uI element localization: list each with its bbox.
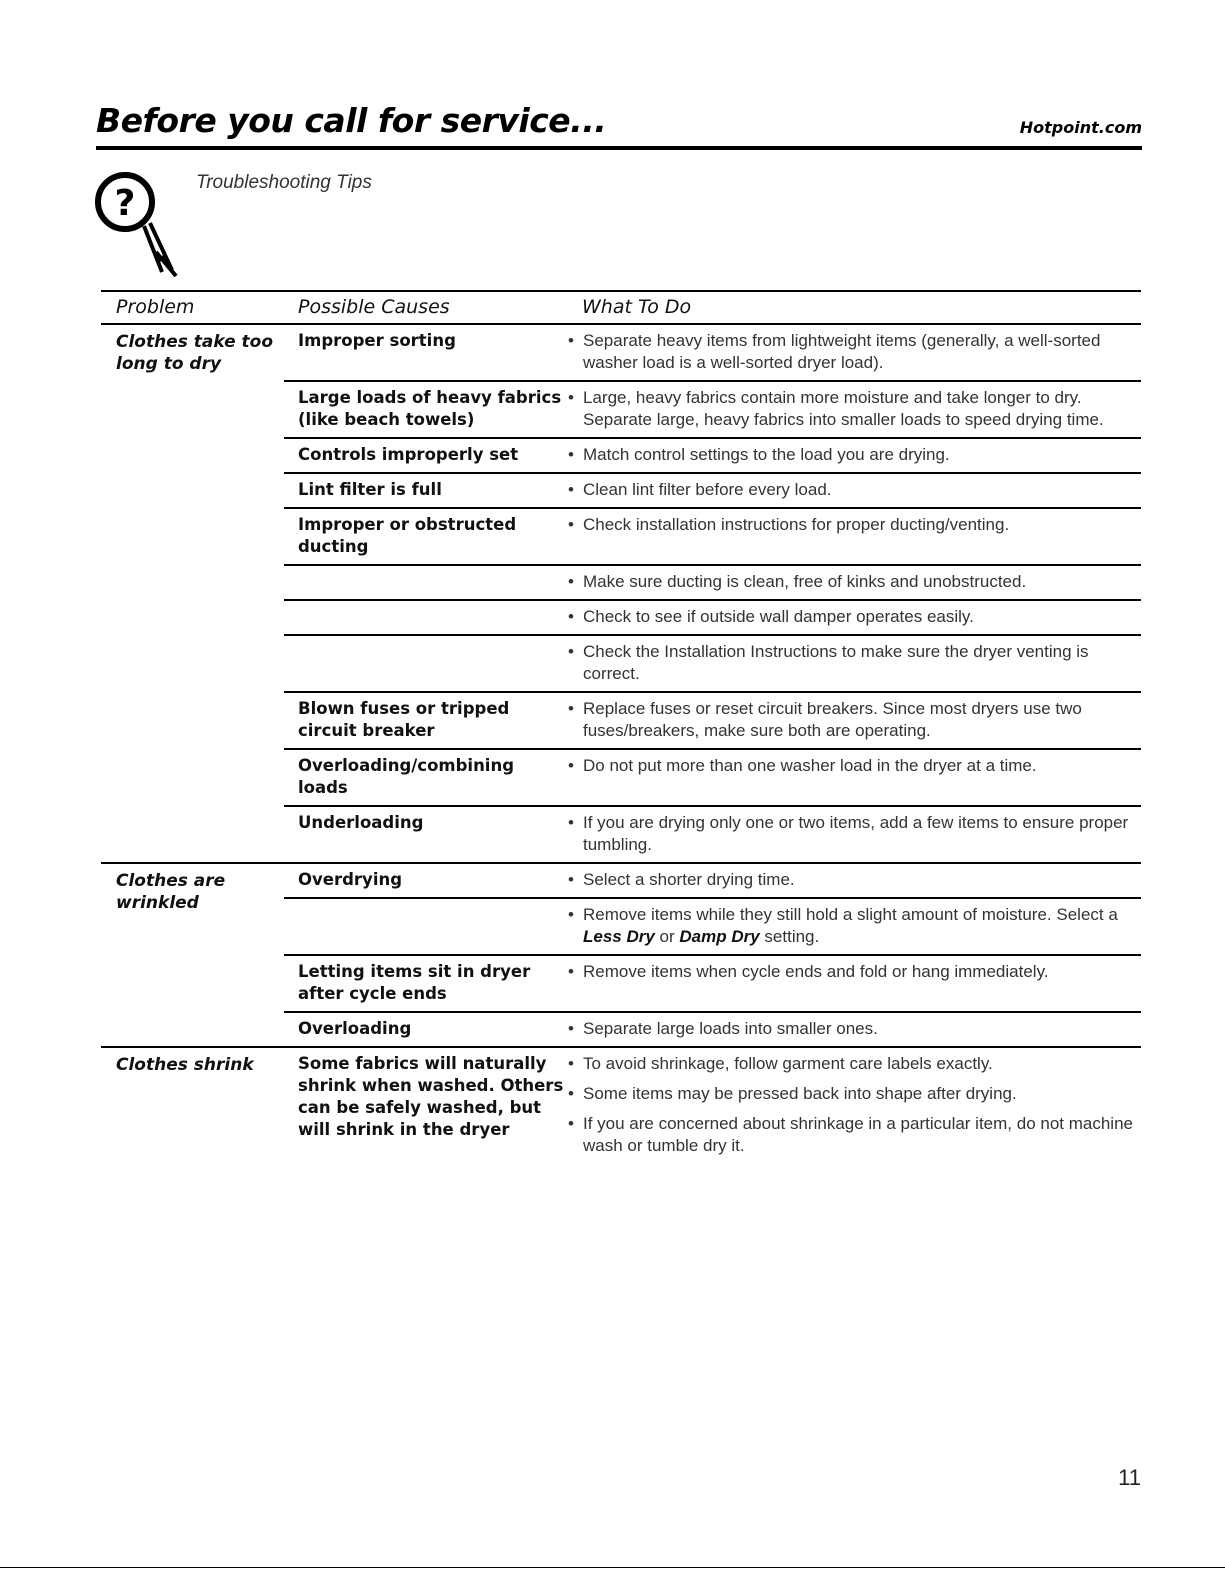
what-to-do	[568, 864, 1141, 897]
bullet-item	[568, 606, 1141, 628]
bullet-item	[568, 444, 1141, 466]
possible-cause	[284, 601, 568, 634]
possible-cause: Some fabrics will naturally shrink when washed. Others can be safely washed, but will shrink in the dryer	[298, 1054, 564, 1139]
bullet-text: If you are drying only one or two items, add a few items to ensure proper tumbling.	[583, 813, 1129, 854]
site-name: Hotpoint.com	[1019, 118, 1142, 137]
what-to-do	[568, 474, 1141, 507]
bullet-text-part: setting.	[759, 927, 820, 946]
bullet-icon: •	[568, 1019, 574, 1038]
bullet-icon: •	[568, 1084, 574, 1103]
bullet-item	[568, 641, 1141, 685]
table-row	[284, 636, 1141, 693]
table-row	[284, 899, 1141, 956]
table-row	[284, 1048, 1141, 1163]
bullet-text: If you are concerned about shrinkage in a particular item, do not machine wash or tumble dry it.	[583, 1114, 1133, 1155]
table-header	[101, 290, 1141, 325]
bullet-icon: •	[568, 756, 574, 775]
bullet-item	[568, 961, 1141, 983]
possible-cause	[284, 566, 568, 599]
possible-cause: Overdrying	[298, 870, 403, 889]
bullet-icon: •	[568, 480, 574, 499]
what-to-do	[568, 693, 1141, 748]
what-to-do	[568, 509, 1141, 564]
table-row	[284, 566, 1141, 601]
table-row	[284, 693, 1141, 750]
possible-cause: Blown fuses or tripped circuit breaker	[298, 699, 510, 740]
possible-cause	[284, 636, 568, 691]
bullet-icon: •	[568, 445, 574, 464]
table-row	[284, 325, 1141, 382]
svg-text:?: ?	[114, 183, 136, 224]
bullet-text: Check installation instructions for proper ducting/venting.	[583, 515, 1010, 534]
bullet-icon: •	[568, 699, 574, 718]
possible-cause	[284, 899, 568, 954]
possible-cause: Improper sorting	[298, 331, 456, 350]
question-mark-magnifier-icon	[92, 166, 187, 284]
bullet-text: Separate heavy items from lightweight items (generally, a well-sorted washer load is a well-sorted dryer load).	[583, 331, 1101, 372]
problem-label: Clothes shrink	[116, 1055, 254, 1075]
section-subtitle: Troubleshooting Tips	[196, 172, 372, 193]
bullet-icon: •	[568, 572, 574, 591]
what-to-do	[568, 1013, 1141, 1046]
table-row	[284, 864, 1141, 899]
problem-label: Clothes take too long to dry	[116, 332, 274, 374]
column-header-causes: Possible Causes	[298, 296, 450, 318]
bullet-text: Remove items when cycle ends and fold or hang immediately.	[583, 962, 1049, 981]
what-to-do	[568, 1048, 1141, 1163]
bullet-icon: •	[568, 962, 574, 981]
header-divider	[96, 146, 1142, 150]
bullet-item	[568, 514, 1141, 536]
possible-cause: Overloading/combining loads	[298, 756, 515, 797]
what-to-do	[568, 439, 1141, 472]
what-to-do	[568, 382, 1141, 437]
bullet-text: Large, heavy fabrics contain more moisture and take longer to dry. Separate large, heavy fabrics into smaller loads to speed drying time.	[583, 388, 1104, 429]
table-row	[284, 807, 1141, 862]
bullet-item	[568, 1113, 1141, 1157]
bullet-item	[568, 698, 1141, 742]
what-to-do	[568, 899, 1141, 954]
possible-cause: Large loads of heavy fabrics (like beach towels)	[298, 388, 562, 429]
bullet-icon: •	[568, 1114, 574, 1133]
what-to-do	[568, 636, 1141, 691]
problem-group	[101, 325, 1141, 864]
bullet-item	[568, 1018, 1141, 1040]
table-row	[284, 474, 1141, 509]
bullet-text: Do not put more than one washer load in the dryer at a time.	[583, 756, 1037, 775]
what-to-do	[568, 325, 1141, 380]
what-to-do	[568, 750, 1141, 805]
page-bottom-rule	[0, 1567, 1225, 1568]
bullet-item	[568, 812, 1141, 856]
bullet-item	[568, 571, 1141, 593]
bullet-text-part: or	[654, 927, 680, 946]
what-to-do	[568, 807, 1141, 862]
bullet-text: Check to see if outside wall damper operates easily.	[583, 607, 974, 626]
bullet-text: Match control settings to the load you are drying.	[583, 445, 950, 464]
table-row	[284, 439, 1141, 474]
bullet-text: Replace fuses or reset circuit breakers. Since most dryers use two fuses/breakers, make sure both are operating.	[583, 699, 1082, 740]
bullet-icon: •	[568, 905, 574, 924]
bullet-item	[568, 1083, 1141, 1105]
what-to-do	[568, 956, 1141, 1011]
bullet-item	[568, 479, 1141, 501]
what-to-do	[568, 601, 1141, 634]
bullet-item	[568, 1053, 1141, 1075]
possible-cause: Overloading	[298, 1019, 412, 1038]
possible-cause: Underloading	[298, 813, 424, 832]
setting-name: Damp Dry	[679, 927, 760, 946]
table-row	[284, 601, 1141, 636]
what-to-do	[568, 566, 1141, 599]
bullet-text-part: Remove items while they still hold a slight amount of moisture. Select a	[583, 905, 1118, 924]
table-row	[284, 382, 1141, 439]
bullet-text: Some items may be pressed back into shape after drying.	[583, 1084, 1017, 1103]
page-title: Before you call for service...	[96, 101, 607, 140]
table-row	[284, 1013, 1141, 1046]
troubleshooting-table	[101, 290, 1141, 1163]
table-row	[284, 956, 1141, 1013]
table-row	[284, 509, 1141, 566]
possible-cause: Improper or obstructed ducting	[298, 515, 517, 556]
bullet-item	[568, 755, 1141, 777]
bullet-icon: •	[568, 642, 574, 661]
bullet-item	[568, 904, 1141, 948]
setting-name: Less Dry	[583, 927, 655, 946]
page-number: 11	[1118, 1465, 1141, 1490]
bullet-text	[583, 904, 1141, 948]
bullet-item	[568, 330, 1141, 374]
bullet-text: Select a shorter drying time.	[583, 870, 795, 889]
bullet-icon: •	[568, 388, 574, 407]
bullet-text: Check the Installation Instructions to make sure the dryer venting is correct.	[583, 642, 1089, 683]
possible-cause: Letting items sit in dryer after cycle ends	[298, 962, 531, 1003]
bullet-text: To avoid shrinkage, follow garment care labels exactly.	[583, 1054, 993, 1073]
bullet-icon: •	[568, 515, 574, 534]
column-header-todo: What To Do	[582, 296, 692, 318]
problem-label: Clothes are wrinkled	[116, 871, 226, 913]
bullet-item	[568, 387, 1141, 431]
bullet-text: Separate large loads into smaller ones.	[583, 1019, 878, 1038]
possible-cause: Lint filter is full	[298, 480, 442, 499]
bullet-text: Clean lint filter before every load.	[583, 480, 832, 499]
bullet-icon: •	[568, 331, 574, 350]
bullet-icon: •	[568, 607, 574, 626]
bullet-item	[568, 869, 1141, 891]
table-row	[284, 750, 1141, 807]
bullet-icon: •	[568, 813, 574, 832]
problem-group	[101, 1048, 1141, 1163]
bullet-icon: •	[568, 870, 574, 889]
column-header-problem: Problem	[116, 296, 195, 318]
bullet-text: Make sure ducting is clean, free of kinks and unobstructed.	[583, 572, 1027, 591]
bullet-icon: •	[568, 1054, 574, 1073]
problem-group	[101, 864, 1141, 1048]
possible-cause: Controls improperly set	[298, 445, 519, 464]
